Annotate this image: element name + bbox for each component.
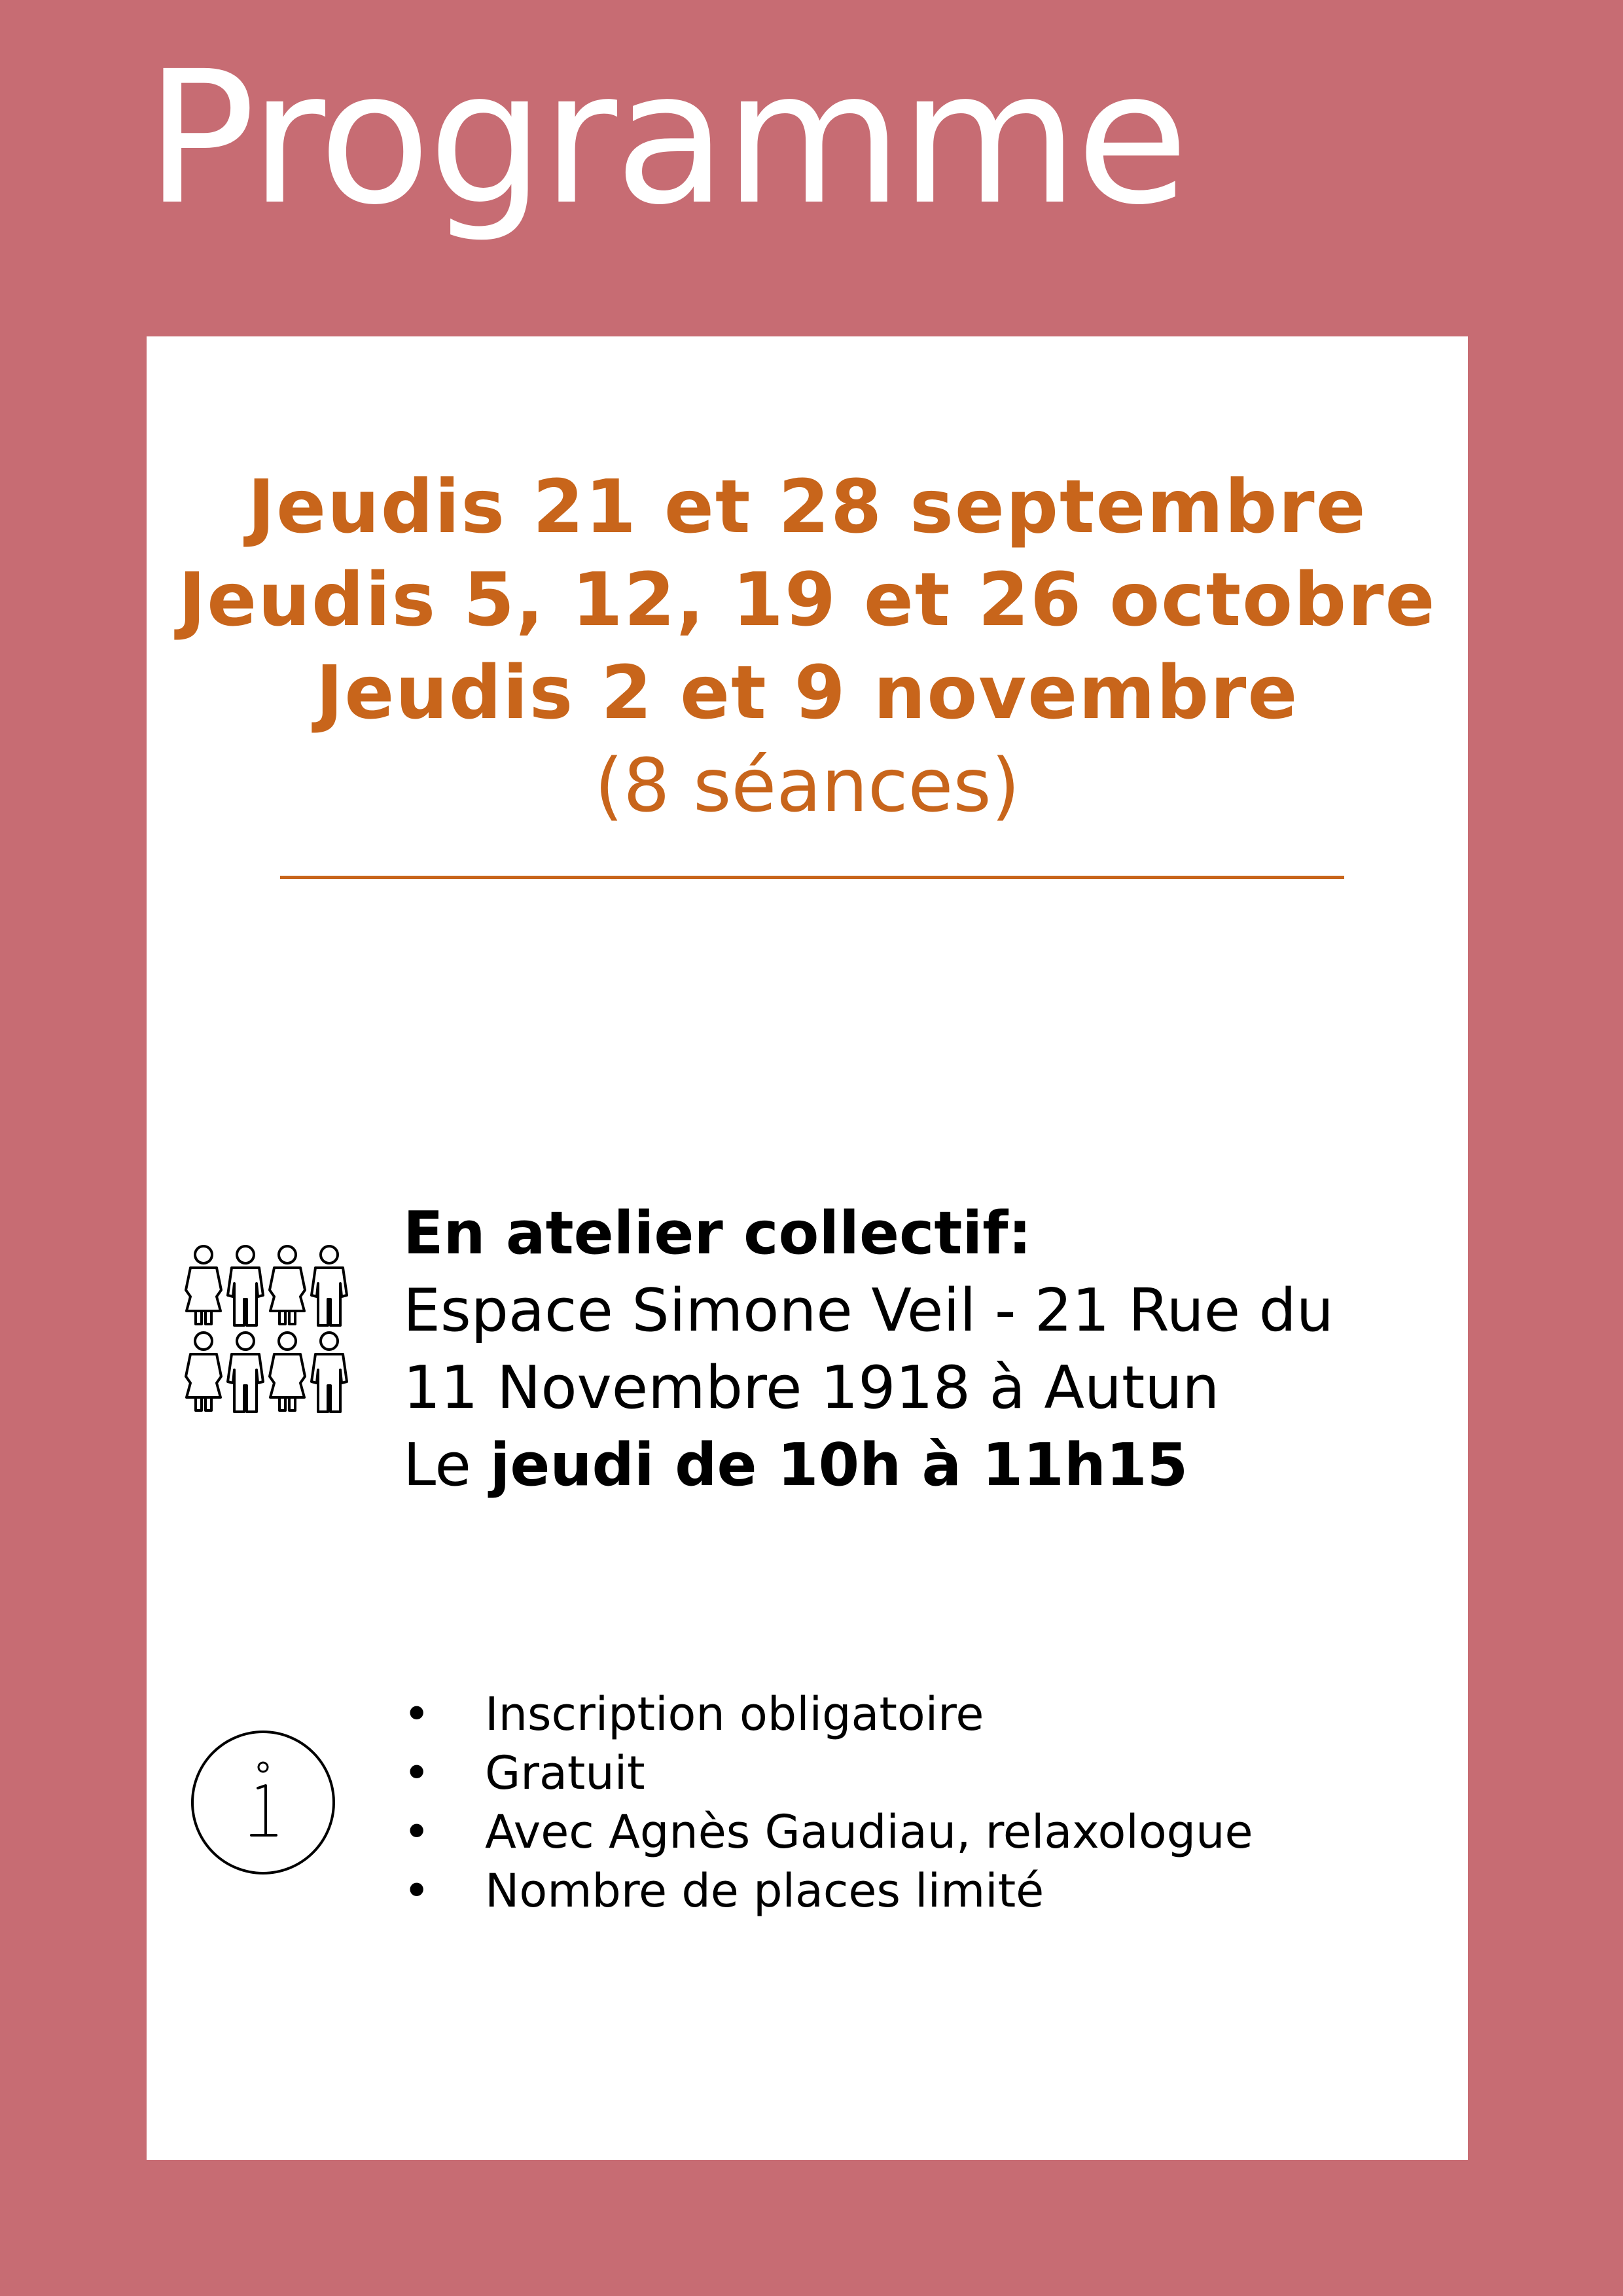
workshop-details xyxy=(403,1195,1424,1504)
session-dates xyxy=(147,461,1468,833)
info-list xyxy=(403,1685,1253,1920)
info-item xyxy=(403,1803,1253,1861)
info-item-text: Gratuit xyxy=(485,1746,645,1800)
workshop-address-line-1: Espace Simone Veil - 21 Rue du xyxy=(403,1276,1334,1345)
person-figure xyxy=(228,1333,263,1412)
bullet: • xyxy=(403,1805,431,1859)
person-figure xyxy=(186,1246,221,1324)
dates-november: Jeudis 2 et 9 novembre xyxy=(315,651,1299,736)
group-of-people-icon xyxy=(179,1243,356,1413)
schedule-time: jeudi de 10h à 11h15 xyxy=(490,1431,1188,1499)
bullet: • xyxy=(403,1746,431,1800)
person-figure xyxy=(270,1246,305,1324)
info-item xyxy=(403,1861,1253,1920)
info-item xyxy=(403,1685,1253,1744)
info-icon xyxy=(190,1729,336,1876)
page-title: Programme xyxy=(145,32,1186,245)
bullet: • xyxy=(403,1687,431,1741)
dates-september: Jeudis 21 et 28 septembre xyxy=(247,465,1367,550)
workshop-heading: En atelier collectif: xyxy=(403,1199,1032,1268)
person-figure xyxy=(270,1333,305,1410)
dates-october: Jeudis 5, 12, 19 et 26 octobre xyxy=(178,558,1436,643)
person-figure xyxy=(312,1246,347,1325)
divider-line xyxy=(280,876,1344,879)
info-item-text: Avec Agnès Gaudiau, relaxologue xyxy=(485,1805,1253,1859)
info-item-text: Inscription obligatoire xyxy=(485,1687,984,1741)
bullet: • xyxy=(403,1864,431,1918)
info-item-text: Nombre de places limité xyxy=(485,1864,1044,1918)
person-figure xyxy=(186,1333,221,1410)
workshop-address-line-2: 11 Novembre 1918 à Autun xyxy=(403,1354,1220,1422)
info-item xyxy=(403,1744,1253,1803)
person-figure xyxy=(228,1246,263,1325)
person-figure xyxy=(312,1333,347,1412)
workshop-schedule xyxy=(403,1427,1424,1504)
schedule-prefix: Le xyxy=(403,1431,490,1499)
session-count: (8 séances) xyxy=(594,744,1020,829)
content-card xyxy=(147,336,1468,2160)
